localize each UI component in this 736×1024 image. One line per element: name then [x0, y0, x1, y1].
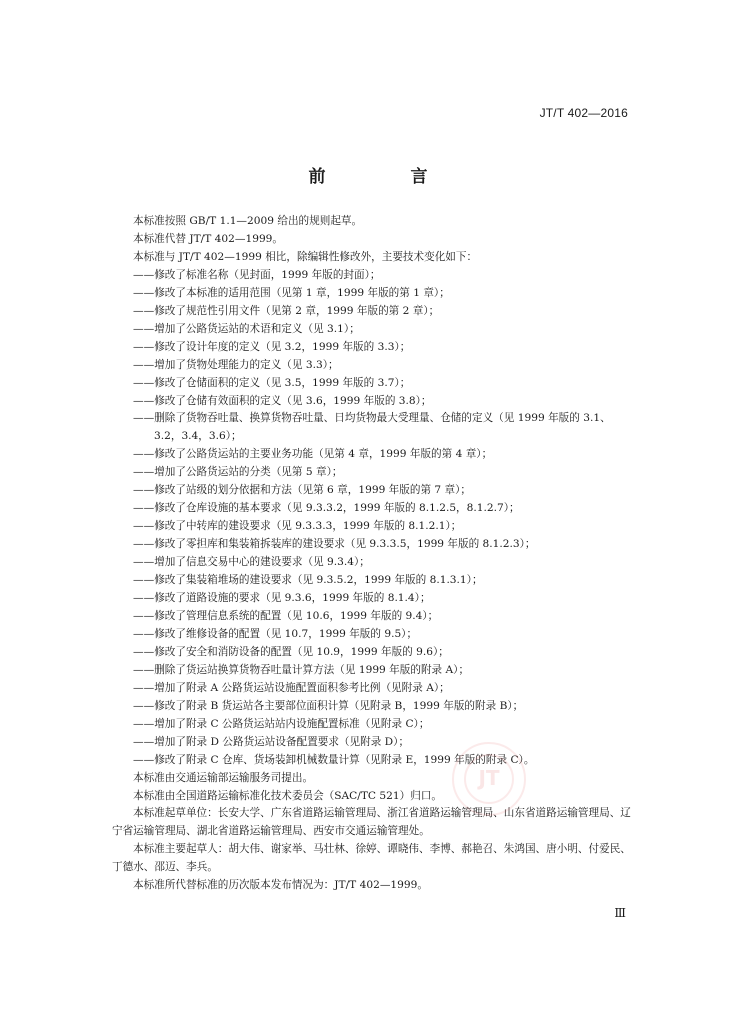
change-item: ——修改了附录 C 仓库、货场装卸机械数量计算（见附录 E，1999 年版的附录 C）。 — [133, 753, 535, 766]
watermark-text: JT — [478, 766, 500, 790]
change-item: ——增加了附录 D 公路货运站设备配置要求（见附录 D）； — [133, 735, 410, 748]
change-item: ——修改了中转库的建设要求（见 9.3.3.3，1999 年版的 8.1.2.1）； — [133, 520, 462, 533]
change-item: ——增加了附录 A 公路货运站设施配置面积参考比例（见附录 A）； — [133, 681, 450, 694]
change-item: ——增加了公路货运站的分类（见第 5 章）； — [133, 466, 343, 479]
change-item: ——修改了附录 B 货运站各主要部位面积计算（见附录 B，1999 年版的附录 B）； — [133, 699, 524, 712]
change-item: ——修改了管理信息系统的配置（见 10.6，1999 年版的 9.4）； — [133, 609, 439, 622]
change-item: ——增加了公路货运站的术语和定义（见 3.1）； — [133, 322, 360, 335]
change-item: ——修改了公路货运站的主要业务功能（见第 4 章，1999 年版的第 4 章）； — [133, 448, 493, 461]
paragraph-previous-editions: 本标准所代替标准的历次版本发布情况为：JT/T 402—1999。 — [133, 879, 428, 892]
paragraph-under-jurisdiction: 本标准由全国道路运输标准化技术委员会（SAC/TC 521）归口。 — [133, 789, 442, 802]
change-item: ——修改了标准名称（见封面，1999 年版的封面）； — [133, 268, 381, 281]
page-title: 前 言 — [308, 167, 462, 187]
change-item: ——删除了货物吞吐量、换算货物吞吐量、日均货物最大受理量、仓储的定义（见 1999 年版的 3.1、 — [133, 412, 611, 425]
change-item: ——修改了规范性引用文件（见第 2 章，1999 年版的第 2 章）； — [133, 304, 440, 317]
paragraph-drafters: 本标准主要起草人：胡大伟、谢家举、马壮林、徐婷、谭晓伟、李博、郝艳召、朱鸿国、唐小明、付爱民、丁德水、邵迈、李兵。 — [112, 843, 631, 874]
change-item: ——修改了站级的划分依据和方法（见第 6 章，1999 年版的第 7 章）； — [133, 484, 472, 497]
change-item: ——修改了仓储面积的定义（见 3.5，1999 年版的 3.7）； — [133, 376, 411, 389]
change-item: ——修改了零担库和集装箱拆装库的建设要求（见 9.3.3.5，1999 年版的 8.1.2.3）； — [133, 538, 536, 551]
paragraph-drafting-rules: 本标准按照 GB/T 1.1—2009 给出的规则起草。 — [133, 215, 363, 227]
change-item: ——删除了货运站换算货物吞吐量计算方法（见 1999 年版的附录 A）； — [133, 663, 470, 676]
paragraph-drafting-units: 本标准起草单位：长安大学、广东省道路运输管理局、浙江省道路运输管理局、山东省道路运输管理局、辽宁省运输管理局、湖北省道路运输管理局、西安市交通运输管理处。 — [112, 807, 631, 838]
change-item: ——修改了设计年度的定义（见 3.2，1999 年版的 3.3）； — [133, 340, 411, 353]
paragraph-proposed-by: 本标准由交通运输部运输服务司提出。 — [133, 771, 314, 784]
paragraph-changes-intro: 本标准与 JT/T 402—1999 相比，除编辑性修改外，主要技术变化如下： — [133, 250, 478, 263]
standard-code: JT/T 402—2016 — [539, 106, 628, 120]
change-item: ——修改了仓库设施的基本要求（见 9.3.3.2，1999 年版的 8.1.2.5，8.1.2.7）； — [133, 502, 520, 515]
document-body — [112, 213, 632, 895]
change-item: ——修改了仓储有效面积的定义（见 3.6，1999 年版的 3.8）； — [133, 394, 432, 407]
watermark-seal — [452, 742, 526, 816]
change-item: ——修改了维修设备的配置（见 10.7，1999 年版的 9.5）； — [133, 627, 418, 640]
change-item: ——增加了货物处理能力的定义（见 3.3）； — [133, 358, 339, 371]
change-item: ——增加了信息交易中心的建设要求（见 9.3.4）； — [133, 556, 370, 569]
change-item: ——修改了安全和消防设备的配置（见 10.9，1999 年版的 9.6）； — [133, 645, 449, 658]
page-number: Ⅲ — [614, 906, 626, 920]
change-item: ——增加了附录 C 公路货运站站内设施配置标准（见附录 C）； — [133, 717, 430, 730]
paragraph-replaces: 本标准代替 JT/T 402—1999。 — [133, 232, 284, 245]
change-item: ——修改了道路设施的要求（见 9.3.6，1999 年版的 8.1.4）； — [133, 592, 431, 605]
change-item-continuation: 3.2，3.4，3.6）； — [154, 430, 242, 443]
change-item: ——修改了本标准的适用范围（见第 1 章，1999 年版的第 1 章）； — [133, 286, 450, 299]
change-item: ——修改了集装箱堆场的建设要求（见 9.3.5.2，1999 年版的 8.1.3.1）； — [133, 574, 483, 587]
